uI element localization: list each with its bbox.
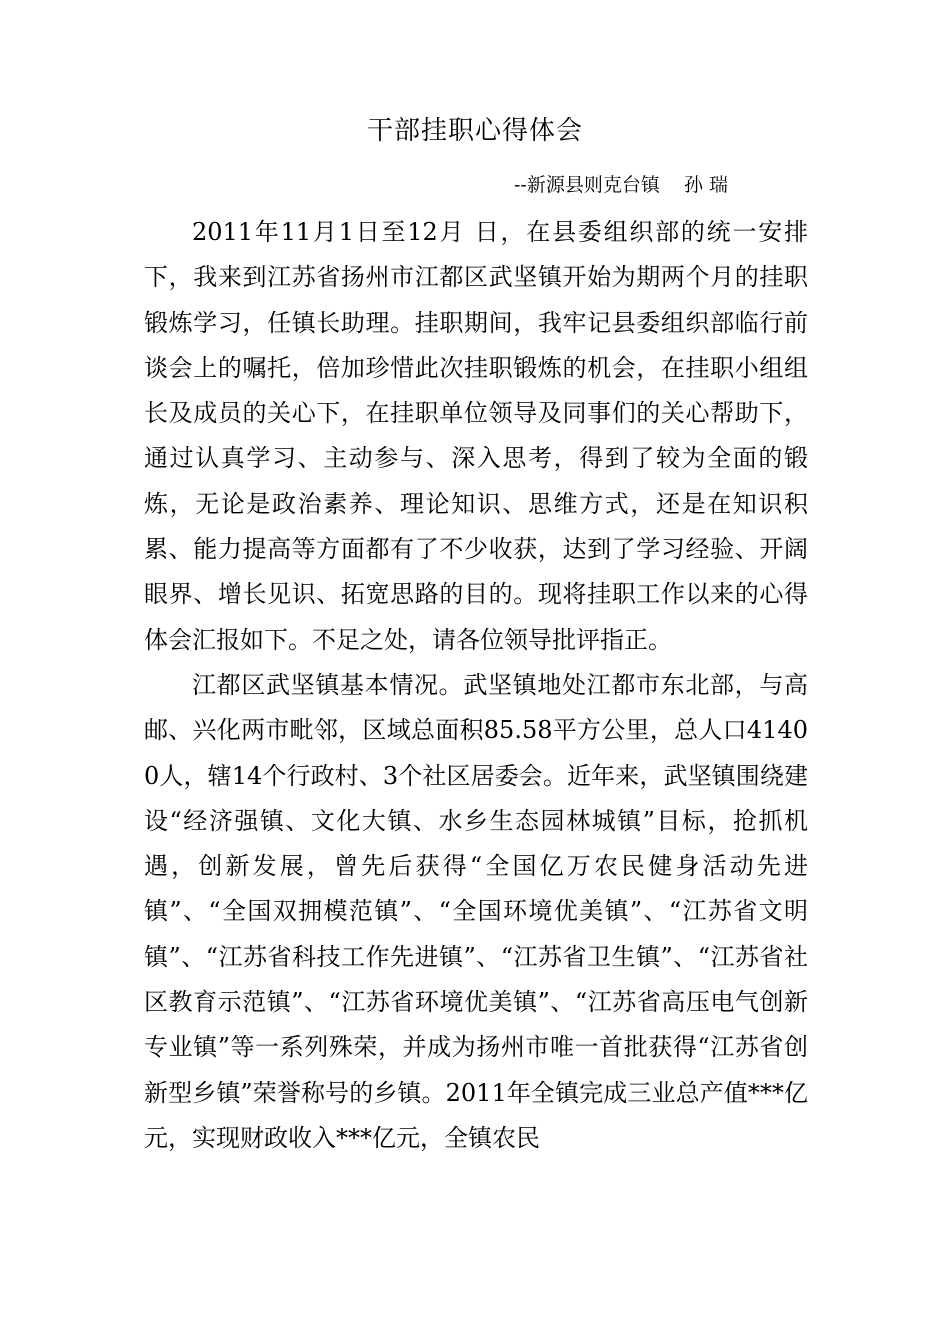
paragraph-intro: 2011年11月1日至12月 日，在县委组织部的统一安排下，我来到江苏省扬州市江都区武坚镇开始为期两个月的挂职锻炼学习，任镇长助理。挂职期间，我牢记县委组织部临行前谈会上的嘱托，倍加珍惜此次挂职锻炼的机会，在挂职小组组长及成员的关心下，在挂职单位领导及同事们的关心帮助下，通过认真学习、主动参与、深入思考，得到了较为全面的锻炼，无论是政治素养、理论知识、思维方式，还是在知识积累、能力提高等方面都有了不少收获，达到了学习经验、开阔眼界、增长见识、拓宽思路的目的。现将挂职工作以来的心得体会汇报如下。不足之处，请各位领导批评指正。 xyxy=(144,218,808,654)
author-byline: --新源县则克台镇 孙 瑞 xyxy=(514,174,729,196)
document-title: 干部挂职心得体会 xyxy=(366,116,583,146)
paragraph-town-overview: 江都区武坚镇基本情况。武坚镇地处江都市东北部，与高邮、兴化两市毗邻，区域总面积85.58平方公里，总人口41400人，辖14个行政村、3个社区居委会。近年来，武坚镇围绕建设“经济强镇、文化大镇、水乡生态园林城镇”目标，抢抓机遇，创新发展，曾先后获得“全国亿万农民健身活动先进镇”、“全国双拥模范镇”、“全国环境优美镇”、“江苏省文明镇”、“江苏省科技工作先进镇”、“江苏省卫生镇”、“江苏省社区教育示范镇”、“江苏省环境优美镇”、“江苏省高压电气创新专业镇”等一系列殊荣，并成为扬州市唯一首批获得“江苏省创新型乡镇”荣誉称号的乡镇。2011年全镇完成三业总产值***亿元，实现财政收入***亿元，全镇农民 xyxy=(144,670,808,1152)
document-body xyxy=(144,210,808,1161)
